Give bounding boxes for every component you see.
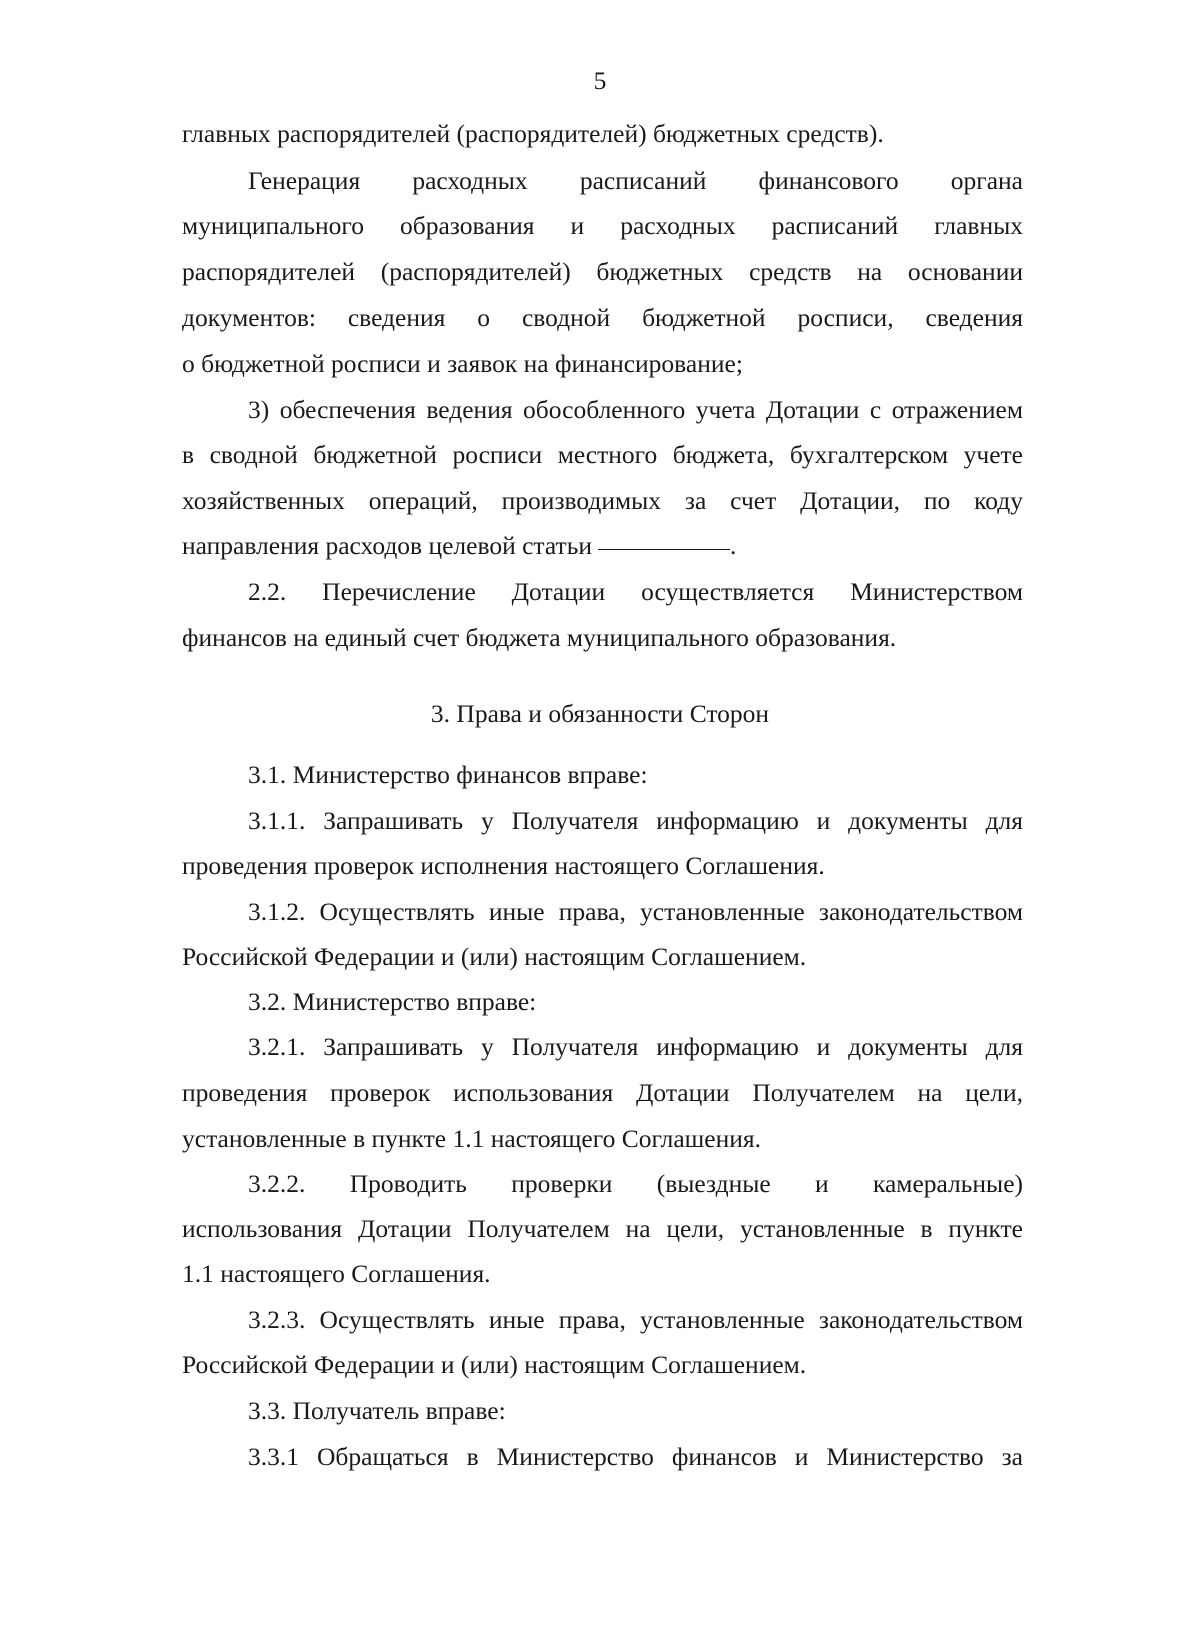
text-line: 2.2. Перечисление Дотации осуществляется Министерством xyxy=(248,577,1023,606)
text-line: проведения проверок исполнения настоящего Соглашения. xyxy=(182,851,825,880)
text-line: 3.1. Министерство финансов вправе: xyxy=(248,760,648,789)
text-line: 3) обеспечения ведения обособленного учета Дотации с отражением xyxy=(248,395,1023,424)
text-line: 3.2. Министерство вправе: xyxy=(248,987,537,1016)
text-line: финансов на единый счет бюджета муниципального образования. xyxy=(182,623,897,652)
text-line: 3.3. Получатель вправе: xyxy=(248,1396,506,1425)
text-line: главных распорядителей (распорядителей) бюджетных средств). xyxy=(182,119,884,148)
text-line: Российской Федерации и (или) настоящим Соглашением. xyxy=(182,942,807,971)
text-line: 3.3.1 Обращаться в Министерство финансов и Министерство за xyxy=(248,1442,1023,1471)
text-line: муниципального образования и расходных расписаний главных xyxy=(182,211,1023,240)
fill-in-blank xyxy=(598,548,730,550)
text-line: документов: сведения о сводной бюджетной росписи, сведения xyxy=(182,303,1023,332)
text-line: 1.1 настоящего Соглашения. xyxy=(182,1259,491,1288)
text-line: Генерация расходных расписаний финансового органа xyxy=(248,166,1023,195)
text-line: 3.1.2. Осуществлять иные права, установленные законодательством xyxy=(248,897,1023,926)
text-line: 3.1.1. Запрашивать у Получателя информацию и документы для xyxy=(248,806,1023,835)
text-line-start: направления расходов целевой статьи xyxy=(182,531,592,560)
text-line xyxy=(182,531,1023,561)
text-line: установленные в пункте 1.1 настоящего Соглашения. xyxy=(182,1124,762,1153)
text-line-end: . xyxy=(729,531,737,560)
section-heading: 3. Права и обязанности Сторон xyxy=(430,699,770,728)
text-line: проведения проверок использования Дотации Получателем на цели, xyxy=(182,1078,1023,1107)
text-line: хозяйственных операций, производимых за счет Дотации, по коду xyxy=(182,486,1023,515)
text-line: Российской Федерации и (или) настоящим Соглашением. xyxy=(182,1350,807,1379)
text-line: в сводной бюджетной росписи местного бюджета, бухгалтерском учете xyxy=(182,440,1023,469)
text-line: 3.2.2. Проводить проверки (выездные и камеральные) xyxy=(248,1169,1023,1198)
page-number: 5 xyxy=(593,66,607,95)
text-line: распорядителей (распорядителей) бюджетных средств на основании xyxy=(182,257,1023,286)
text-line: о бюджетной росписи и заявок на финансирование; xyxy=(182,349,743,378)
text-line: использования Дотации Получателем на цели, установленные в пункте xyxy=(182,1214,1023,1243)
text-line: 3.2.1. Запрашивать у Получателя информацию и документы для xyxy=(248,1032,1023,1061)
text-line: 3.2.3. Осуществлять иные права, установленные законодательством xyxy=(248,1305,1023,1334)
